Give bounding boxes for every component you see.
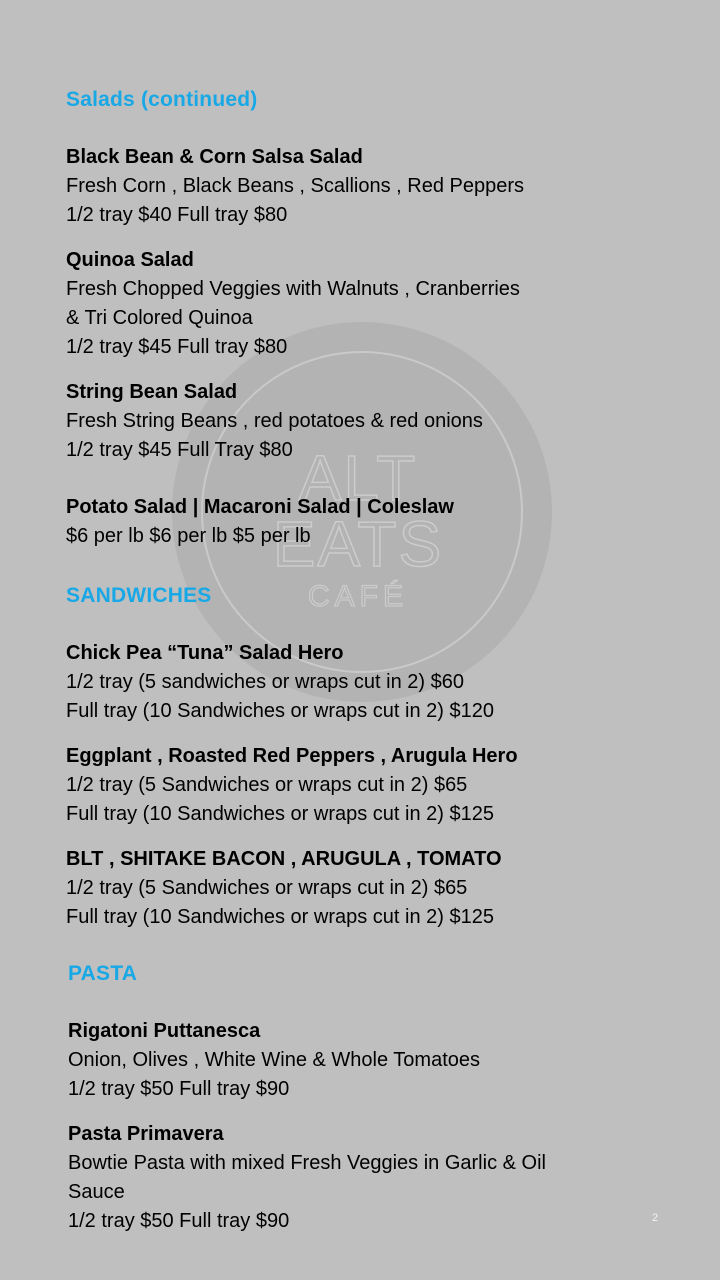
item-name: Eggplant , Roasted Red Peppers , Arugula Hero <box>66 745 518 767</box>
item-description: Fresh Corn , Black Beans , Scallions , Red Peppers <box>66 175 524 197</box>
section-heading-sandwiches: SANDWICHES <box>66 584 212 607</box>
item-price-line: 1/2 tray (5 Sandwiches or wraps cut in 2) $65 <box>66 877 468 899</box>
item-name: Quinoa Salad <box>66 249 194 271</box>
menu-item-eggplant-hero <box>66 742 518 829</box>
menu-item-black-bean-salad <box>66 143 524 230</box>
item-name: Chick Pea “Tuna” Salad Hero <box>66 642 344 664</box>
watermark-line1: ALT <box>298 442 418 514</box>
item-price: 1/2 tray $50 Full tray $90 <box>68 1078 290 1100</box>
menu-item-chick-pea-hero <box>66 639 494 726</box>
item-name: Pasta Primavera <box>68 1123 224 1145</box>
item-price-line: Full tray (10 Sandwiches or wraps cut in 2) $125 <box>66 803 494 825</box>
item-price: 1/2 tray $50 Full tray $90 <box>68 1210 290 1232</box>
menu-item-string-bean-salad <box>66 378 483 465</box>
page-number: 2 <box>652 1212 659 1224</box>
menu-item-side-salads <box>66 493 454 551</box>
item-description: & Tri Colored Quinoa <box>66 307 253 329</box>
menu-item-quinoa-salad <box>66 246 520 362</box>
menu-item-rigatoni <box>68 1017 480 1104</box>
item-description: Bowtie Pasta with mixed Fresh Veggies in Garlic & Oil <box>68 1152 546 1174</box>
section-heading-pasta: PASTA <box>68 962 138 985</box>
item-price: 1/2 tray $45 Full tray $80 <box>66 336 288 358</box>
item-description: Fresh String Beans , red potatoes & red onions <box>66 410 483 432</box>
item-name: BLT , SHITAKE BACON , ARUGULA , TOMATO <box>66 848 502 870</box>
watermark-line2: EATS <box>272 508 444 580</box>
menu-item-blt <box>66 845 502 932</box>
item-name: Black Bean & Corn Salsa Salad <box>66 146 363 168</box>
section-heading-salads: Salads (continued) <box>66 88 258 111</box>
item-name: String Bean Salad <box>66 381 238 403</box>
item-price-line: 1/2 tray (5 sandwiches or wraps cut in 2) $60 <box>66 671 464 693</box>
item-name: Potato Salad | Macaroni Salad | Coleslaw <box>66 496 454 518</box>
item-description: Sauce <box>68 1181 125 1203</box>
item-description: Onion, Olives , White Wine & Whole Tomatoes <box>68 1049 481 1071</box>
item-price-line: 1/2 tray (5 Sandwiches or wraps cut in 2) $65 <box>66 774 468 796</box>
watermark-line3: CAFÉ <box>307 580 409 613</box>
item-price: 1/2 tray $45 Full Tray $80 <box>66 439 293 461</box>
item-name: Rigatoni Puttanesca <box>68 1020 261 1042</box>
menu-item-pasta-primavera <box>68 1120 546 1236</box>
item-price-line: Full tray (10 Sandwiches or wraps cut in 2) $125 <box>66 906 494 928</box>
item-price: 1/2 tray $40 Full tray $80 <box>66 204 288 226</box>
item-price-line: Full tray (10 Sandwiches or wraps cut in 2) $120 <box>66 700 494 722</box>
item-price: $6 per lb $6 per lb $5 per lb <box>66 525 311 547</box>
item-description: Fresh Chopped Veggies with Walnuts , Cranberries <box>66 278 520 300</box>
